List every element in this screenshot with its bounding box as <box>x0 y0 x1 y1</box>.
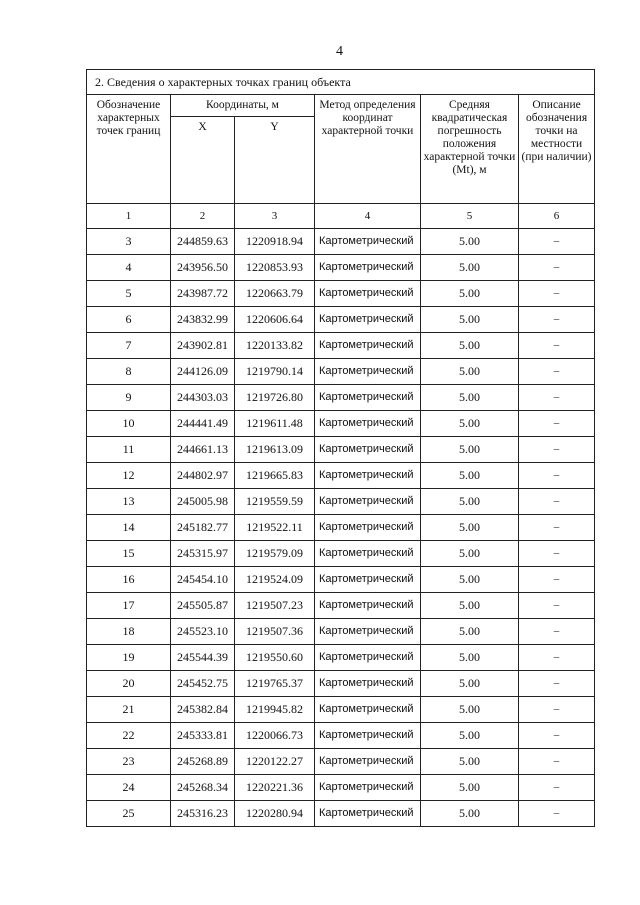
table-row <box>87 385 595 411</box>
method-cell: Картометрический <box>315 619 421 645</box>
point-number-cell: 21 <box>87 697 171 723</box>
description-cell: – <box>519 359 595 385</box>
table-row <box>87 801 595 827</box>
header-coordinates: Координаты, м <box>171 95 315 117</box>
point-number-cell: 15 <box>87 541 171 567</box>
x-coordinate-cell: 244859.63 <box>171 229 235 255</box>
table-row <box>87 697 595 723</box>
y-coordinate-cell: 1220918.94 <box>235 229 315 255</box>
y-coordinate-cell: 1220606.64 <box>235 307 315 333</box>
x-coordinate-cell: 244126.09 <box>171 359 235 385</box>
point-number-cell: 18 <box>87 619 171 645</box>
accuracy-cell: 5.00 <box>421 411 519 437</box>
method-cell: Картометрический <box>315 463 421 489</box>
description-cell: – <box>519 385 595 411</box>
boundary-points-table <box>86 69 595 827</box>
column-number: 5 <box>421 204 519 229</box>
table-row <box>87 281 595 307</box>
description-cell: – <box>519 697 595 723</box>
description-cell: – <box>519 801 595 827</box>
point-number-cell: 14 <box>87 515 171 541</box>
accuracy-cell: 5.00 <box>421 229 519 255</box>
section-title: 2. Сведения о характерных точках границ объекта <box>87 70 595 95</box>
x-coordinate-cell: 245268.89 <box>171 749 235 775</box>
point-number-cell: 22 <box>87 723 171 749</box>
method-cell: Картометрический <box>315 671 421 697</box>
y-coordinate-cell: 1219765.37 <box>235 671 315 697</box>
table-row <box>87 541 595 567</box>
method-cell: Картометрический <box>315 749 421 775</box>
accuracy-cell: 5.00 <box>421 489 519 515</box>
x-coordinate-cell: 244661.13 <box>171 437 235 463</box>
description-cell: – <box>519 775 595 801</box>
method-cell: Картометрический <box>315 541 421 567</box>
x-coordinate-cell: 244441.49 <box>171 411 235 437</box>
y-coordinate-cell: 1220122.27 <box>235 749 315 775</box>
x-coordinate-cell: 244303.03 <box>171 385 235 411</box>
y-coordinate-cell: 1219507.23 <box>235 593 315 619</box>
accuracy-cell: 5.00 <box>421 645 519 671</box>
y-coordinate-cell: 1220221.36 <box>235 775 315 801</box>
method-cell: Картометрический <box>315 593 421 619</box>
y-coordinate-cell: 1220853.93 <box>235 255 315 281</box>
y-coordinate-cell: 1219524.09 <box>235 567 315 593</box>
description-cell: – <box>519 255 595 281</box>
table-row <box>87 333 595 359</box>
table-row <box>87 489 595 515</box>
y-coordinate-cell: 1219613.09 <box>235 437 315 463</box>
y-coordinate-cell: 1219522.11 <box>235 515 315 541</box>
point-number-cell: 5 <box>87 281 171 307</box>
method-cell: Картометрический <box>315 359 421 385</box>
accuracy-cell: 5.00 <box>421 437 519 463</box>
description-cell: – <box>519 619 595 645</box>
header-accuracy: Средняя квадратическая погрешность положения характерной точки (Mt), м <box>421 95 519 204</box>
accuracy-cell: 5.00 <box>421 541 519 567</box>
point-number-cell: 12 <box>87 463 171 489</box>
description-cell: – <box>519 645 595 671</box>
accuracy-cell: 5.00 <box>421 775 519 801</box>
point-number-cell: 6 <box>87 307 171 333</box>
point-number-cell: 9 <box>87 385 171 411</box>
table-row <box>87 723 595 749</box>
method-cell: Картометрический <box>315 697 421 723</box>
y-coordinate-cell: 1219507.36 <box>235 619 315 645</box>
column-number: 4 <box>315 204 421 229</box>
method-cell: Картометрический <box>315 307 421 333</box>
header-y: Y <box>235 116 315 203</box>
description-cell: – <box>519 229 595 255</box>
accuracy-cell: 5.00 <box>421 385 519 411</box>
table-row <box>87 671 595 697</box>
method-cell: Картометрический <box>315 385 421 411</box>
column-number-row <box>87 204 595 229</box>
method-cell: Картометрический <box>315 801 421 827</box>
y-coordinate-cell: 1220066.73 <box>235 723 315 749</box>
method-cell: Картометрический <box>315 515 421 541</box>
accuracy-cell: 5.00 <box>421 697 519 723</box>
description-cell: – <box>519 723 595 749</box>
page-number: 4 <box>336 44 343 59</box>
description-cell: – <box>519 671 595 697</box>
y-coordinate-cell: 1219945.82 <box>235 697 315 723</box>
description-cell: – <box>519 567 595 593</box>
description-cell: – <box>519 307 595 333</box>
table-row <box>87 437 595 463</box>
header-description: Описание обозначения точки на местности (при наличии) <box>519 95 595 204</box>
x-coordinate-cell: 245544.39 <box>171 645 235 671</box>
y-coordinate-cell: 1219559.59 <box>235 489 315 515</box>
method-cell: Картометрический <box>315 229 421 255</box>
point-number-cell: 13 <box>87 489 171 515</box>
accuracy-cell: 5.00 <box>421 255 519 281</box>
x-coordinate-cell: 245382.84 <box>171 697 235 723</box>
accuracy-cell: 5.00 <box>421 515 519 541</box>
point-number-cell: 16 <box>87 567 171 593</box>
table-row <box>87 619 595 645</box>
point-number-cell: 4 <box>87 255 171 281</box>
description-cell: – <box>519 463 595 489</box>
table-row <box>87 567 595 593</box>
column-number: 6 <box>519 204 595 229</box>
accuracy-cell: 5.00 <box>421 463 519 489</box>
column-number: 2 <box>171 204 235 229</box>
table-row <box>87 463 595 489</box>
table-row <box>87 359 595 385</box>
x-coordinate-cell: 245182.77 <box>171 515 235 541</box>
accuracy-cell: 5.00 <box>421 723 519 749</box>
table-row <box>87 749 595 775</box>
accuracy-cell: 5.00 <box>421 619 519 645</box>
accuracy-cell: 5.00 <box>421 307 519 333</box>
x-coordinate-cell: 245452.75 <box>171 671 235 697</box>
accuracy-cell: 5.00 <box>421 281 519 307</box>
x-coordinate-cell: 245454.10 <box>171 567 235 593</box>
description-cell: – <box>519 593 595 619</box>
y-coordinate-cell: 1220133.82 <box>235 333 315 359</box>
y-coordinate-cell: 1220663.79 <box>235 281 315 307</box>
y-coordinate-cell: 1219550.60 <box>235 645 315 671</box>
table-row <box>87 411 595 437</box>
point-number-cell: 24 <box>87 775 171 801</box>
method-cell: Картометрический <box>315 775 421 801</box>
x-coordinate-cell: 244802.97 <box>171 463 235 489</box>
table-row <box>87 775 595 801</box>
accuracy-cell: 5.00 <box>421 749 519 775</box>
point-number-cell: 3 <box>87 229 171 255</box>
x-coordinate-cell: 245268.34 <box>171 775 235 801</box>
point-number-cell: 10 <box>87 411 171 437</box>
x-coordinate-cell: 243956.50 <box>171 255 235 281</box>
accuracy-cell: 5.00 <box>421 593 519 619</box>
y-coordinate-cell: 1219611.48 <box>235 411 315 437</box>
y-coordinate-cell: 1219790.14 <box>235 359 315 385</box>
method-cell: Картометрический <box>315 411 421 437</box>
y-coordinate-cell: 1219726.80 <box>235 385 315 411</box>
method-cell: Картометрический <box>315 281 421 307</box>
table-row <box>87 593 595 619</box>
table-row <box>87 515 595 541</box>
accuracy-cell: 5.00 <box>421 333 519 359</box>
description-cell: – <box>519 281 595 307</box>
method-cell: Картометрический <box>315 333 421 359</box>
point-number-cell: 19 <box>87 645 171 671</box>
x-coordinate-cell: 245505.87 <box>171 593 235 619</box>
description-cell: – <box>519 411 595 437</box>
method-cell: Картометрический <box>315 489 421 515</box>
method-cell: Картометрический <box>315 567 421 593</box>
column-number: 1 <box>87 204 171 229</box>
x-coordinate-cell: 245315.97 <box>171 541 235 567</box>
x-coordinate-cell: 243987.72 <box>171 281 235 307</box>
y-coordinate-cell: 1220280.94 <box>235 801 315 827</box>
x-coordinate-cell: 243902.81 <box>171 333 235 359</box>
description-cell: – <box>519 749 595 775</box>
x-coordinate-cell: 245333.81 <box>171 723 235 749</box>
x-coordinate-cell: 245005.98 <box>171 489 235 515</box>
description-cell: – <box>519 541 595 567</box>
method-cell: Картометрический <box>315 723 421 749</box>
description-cell: – <box>519 489 595 515</box>
y-coordinate-cell: 1219665.83 <box>235 463 315 489</box>
header-method: Метод определения координат характерной точки <box>315 95 421 204</box>
accuracy-cell: 5.00 <box>421 801 519 827</box>
header-x: X <box>171 116 235 203</box>
table-row <box>87 229 595 255</box>
point-number-cell: 7 <box>87 333 171 359</box>
x-coordinate-cell: 245316.23 <box>171 801 235 827</box>
method-cell: Картометрический <box>315 645 421 671</box>
point-number-cell: 11 <box>87 437 171 463</box>
accuracy-cell: 5.00 <box>421 671 519 697</box>
point-number-cell: 20 <box>87 671 171 697</box>
description-cell: – <box>519 437 595 463</box>
header-point-designation: Обозначение характерных точек границ <box>87 95 171 204</box>
point-number-cell: 17 <box>87 593 171 619</box>
point-number-cell: 23 <box>87 749 171 775</box>
table-row <box>87 255 595 281</box>
y-coordinate-cell: 1219579.09 <box>235 541 315 567</box>
x-coordinate-cell: 245523.10 <box>171 619 235 645</box>
method-cell: Картометрический <box>315 437 421 463</box>
accuracy-cell: 5.00 <box>421 567 519 593</box>
point-number-cell: 8 <box>87 359 171 385</box>
point-number-cell: 25 <box>87 801 171 827</box>
description-cell: – <box>519 333 595 359</box>
table-row <box>87 307 595 333</box>
method-cell: Картометрический <box>315 255 421 281</box>
accuracy-cell: 5.00 <box>421 359 519 385</box>
description-cell: – <box>519 515 595 541</box>
x-coordinate-cell: 243832.99 <box>171 307 235 333</box>
table-row <box>87 645 595 671</box>
column-number: 3 <box>235 204 315 229</box>
